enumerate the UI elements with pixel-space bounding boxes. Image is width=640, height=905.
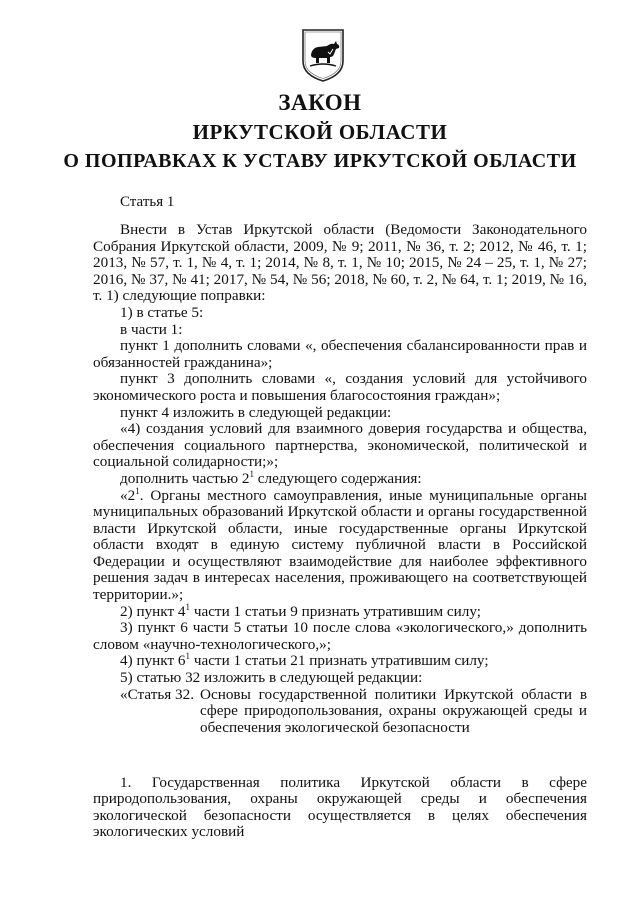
add-part-text: дополнить частью 2 bbox=[120, 469, 250, 487]
law-subject: О ПОПРАВКАХ К УСТАВУ ИРКУТСКОЙ ОБЛАСТИ bbox=[63, 150, 577, 172]
clause-1: пункт 1 дополнить словами «, обеспечения сбалансированности прав и обязанностей гражданина»; bbox=[93, 337, 587, 371]
spacer bbox=[93, 739, 587, 775]
item-5: 5) статью 32 изложить в следующей редакции: bbox=[120, 669, 423, 687]
intro-paragraph: Внести в Устав Иркутской области (Ведомости Законодательного Собрания Иркутской области, 2009, № 9; 2011, № 36, т. 2; 2012, № 46, т. 1; 2013, № 57, т. 1, № 4, т. 1; 2014, № 8, т. 1, № 10; 2015, № 24 – 25, т. 1, № 27; 2016, № 37, № 41; 2017, № 54, № 56; 2018, № 60, т. 2, № 64, т. 1; 2019, № 16, т. 1) следующие поправки: bbox=[93, 221, 587, 305]
superscript: 1 bbox=[185, 651, 191, 662]
superscript: 1 bbox=[249, 468, 254, 479]
item-2-text: 2) пункт 4 bbox=[120, 602, 186, 620]
clause-3: пункт 3 дополнить словами «, создания условий для устойчивого экономического роста и повышения благосостояния граждан»; bbox=[93, 370, 587, 404]
superscript: 1 bbox=[185, 601, 191, 612]
item-2 bbox=[93, 601, 587, 621]
law-body bbox=[93, 222, 587, 841]
item-4-text: 4) пункт 6 bbox=[120, 652, 186, 670]
item-3: 3) пункт 6 части 5 статьи 10 после слова «экологического,» дополнить словом «научно-технологического,»; bbox=[93, 619, 587, 653]
add-part-2-1 bbox=[93, 468, 587, 488]
item-4 bbox=[93, 653, 587, 670]
article-32-paragraph-1: 1. Государственная политика Иркутской области в сфере природопользования, охраны окружающей среды и обеспечения экологической безопасности осуществляется в целях обеспечения экологических условий bbox=[93, 773, 587, 841]
part-2-1-body: . Органы местного самоуправления, иные муниципальные органы муниципальных образований Иркутской области и органы государственной власти Иркутской области, иные государственные органы Иркутской области входят в единую систему публичной власти в Российской Федерации и осуществляют взаимодействие для наиболее эффективного решения задач в интересах населения, проживающего на соответствующей территории.»; bbox=[93, 486, 587, 604]
add-part-text-end: следующего содержания: bbox=[253, 469, 422, 487]
item-1: 1) в статье 5: bbox=[120, 303, 204, 321]
law-title: ЗАКОН bbox=[278, 90, 362, 115]
article-32-heading bbox=[93, 687, 587, 739]
clause-4-text: «4) создания условий для взаимного доверия государства и общества, обеспечения социального партнерства, экономической, политической и социальной солидарности;»; bbox=[93, 420, 587, 471]
part-2-1-number: «2 bbox=[120, 486, 136, 504]
article-heading: Статья 1 bbox=[120, 194, 175, 210]
part-2-1-text bbox=[93, 485, 587, 604]
law-region: ИРКУТСКОЙ ОБЛАСТИ bbox=[192, 120, 448, 144]
article-32-label: «Статья 32. bbox=[120, 685, 195, 703]
clause-4: пункт 4 изложить в следующей редакции: bbox=[120, 403, 392, 421]
item-2-text-end: части 1 статьи 9 признать утратившим силу; bbox=[190, 602, 481, 620]
irkutsk-coat-of-arms-icon bbox=[300, 27, 346, 83]
item-4-text-end: части 1 статьи 21 признать утратившим силу; bbox=[190, 652, 489, 670]
part-1: в части 1: bbox=[120, 320, 183, 338]
article-32-title: Основы государственной политики Иркутской области в сфере природопользования, охраны окружающей среды и обеспечения экологической безопасности bbox=[200, 685, 587, 736]
superscript: 1 bbox=[135, 485, 140, 496]
